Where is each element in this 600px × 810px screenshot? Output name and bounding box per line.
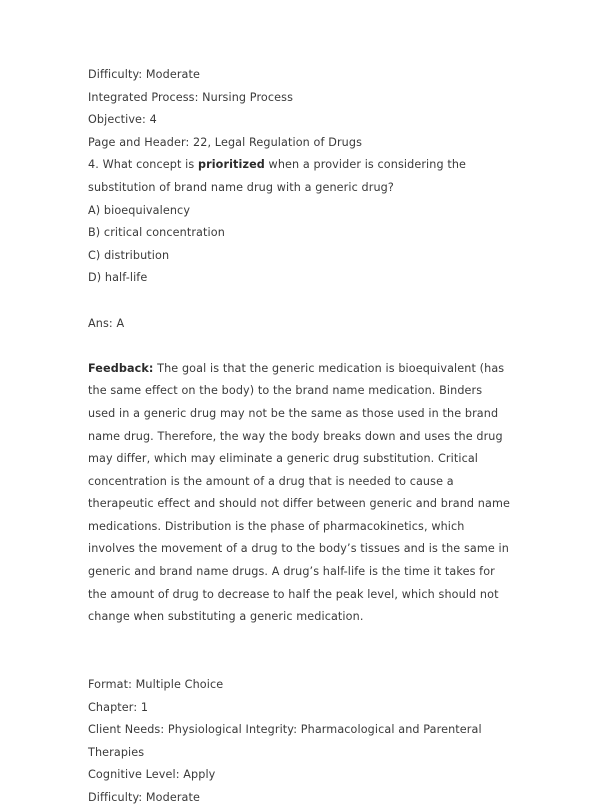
meta-difficulty: Difficulty: Moderate xyxy=(88,68,201,81)
meta-client-needs: Client Needs: Physiological Integrity: Pharmacological and Parenteral Therapies xyxy=(88,723,486,759)
option-c[interactable]: C) distribution xyxy=(88,248,170,262)
question-text-after-bold: when a provider is considering the substitution of brand name drug with a generic drug? xyxy=(88,158,467,194)
option-b[interactable]: B) critical concentration xyxy=(88,226,225,240)
meta-cognitive-level: Cognitive Level: Apply xyxy=(88,768,216,782)
meta-footer-difficulty: Difficulty: Moderate xyxy=(88,791,201,804)
meta-chapter: Chapter: 1 xyxy=(88,700,149,714)
spacer-before-footer xyxy=(88,629,512,674)
answer-line: Ans: A xyxy=(88,316,125,330)
meta-format: Format: Multiple Choice xyxy=(88,678,224,692)
question-text-before-bold: 4. What concept is xyxy=(88,158,198,172)
document-content xyxy=(88,64,512,810)
spacer-before-feedback xyxy=(88,335,512,358)
spacer-before-answer xyxy=(88,290,512,313)
question-stem xyxy=(88,154,512,199)
feedback-label: Feedback: xyxy=(88,361,154,375)
question-bold-word: prioritized xyxy=(197,158,265,172)
meta-objective: Objective: 4 xyxy=(88,113,157,127)
option-a[interactable]: A) bioequivalency xyxy=(88,203,191,217)
option-d[interactable]: D) half-life xyxy=(88,271,148,285)
meta-integrated-process: Integrated Process: Nursing Process xyxy=(88,90,294,104)
feedback-body: The goal is that the generic medication is bioequivalent (has the same effect on the body) to the brand name medication. Binders used in a generic drug may not be the same as those used in the brand name drug. Therefore, the way the body breaks down and uses the drug may differ, which may eliminate a generic drug substitution. Critical concentration is the amount of a drug that is needed to cause a therapeutic effect and should not differ between generic and brand name medications. Distribution is the phase of pharmacokinetics, which involves the movement of a drug to the body’s tissues and is the same in generic and brand name drugs. A drug’s half-life is the time it takes for the amount of drug to decrease to half the peak level, which should not change when substituting a generic medication. xyxy=(88,361,510,624)
feedback-paragraph xyxy=(88,358,512,629)
meta-page-and-header: Page and Header: 22, Legal Regulation of Drugs xyxy=(88,135,363,149)
